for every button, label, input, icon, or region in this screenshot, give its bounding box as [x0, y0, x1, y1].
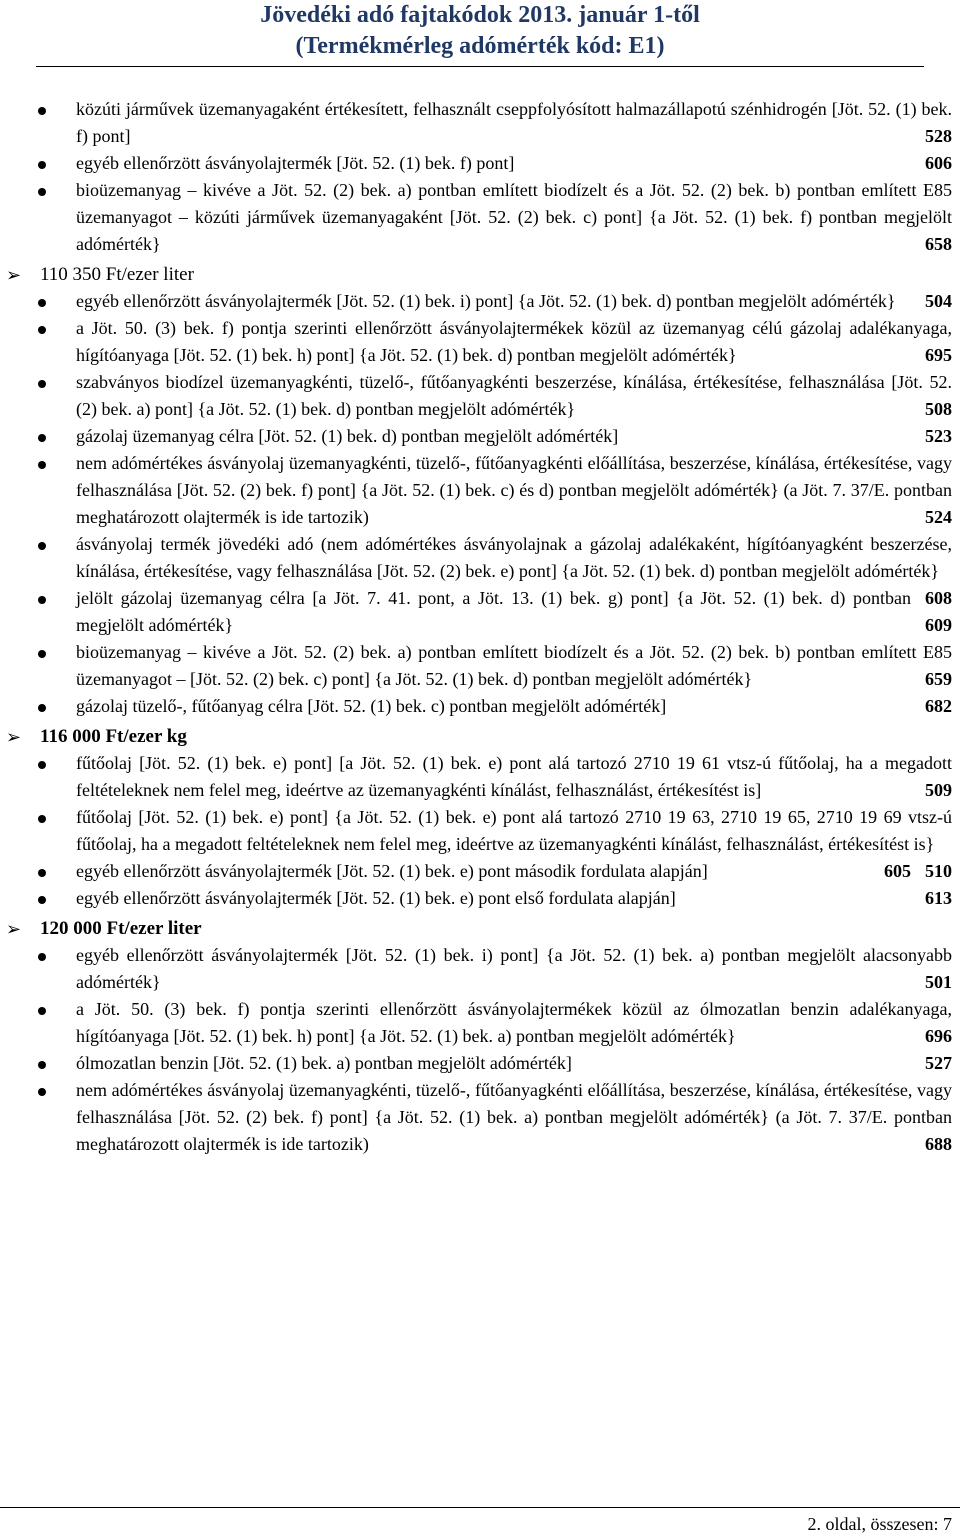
bullet-icon	[38, 161, 46, 169]
list-item	[0, 885, 960, 912]
item-text: bioüzemanyag – kivéve a Jöt. 52. (2) bek. a) pontban említett biodízelt és a Jöt. 52. (2) bek. b) pontban említett E85 üzemanyagot – [Jöt. 52. (2) bek. c) pont] {a Jöt. 52. (1) bek. d) pontban megjelölt adómérték}	[76, 642, 952, 689]
tax-code: 501	[925, 972, 952, 992]
item-text: egyéb ellenőrzött ásványolajtermék [Jöt. 52. (1) bek. f) pont]	[76, 153, 515, 173]
list-item	[0, 315, 960, 369]
tax-code: 682	[925, 696, 952, 716]
tax-code: 608	[925, 588, 952, 608]
list-item	[0, 1077, 960, 1158]
list-item	[0, 942, 960, 996]
section-heading-text: 120 000 Ft/ezer liter	[40, 918, 202, 939]
tax-code: 613	[925, 888, 952, 908]
header-rule	[36, 66, 924, 67]
item-text: ásványolaj termék jövedéki adó (nem adómértékes ásványolajnak a gázolaj adalékaként, hígítóanyagként beszerzése, kínálása, értékesítése, vagy felhasználása [Jöt. 52. (2) bek. e) pont] {a Jöt. 52. (1) bek. d) pontban megjelölt adómérték}	[76, 534, 952, 581]
item-text: a Jöt. 50. (3) bek. f) pontja szerinti ellenőrzött ásványolajtermékek közül az ólmozatlan benzin adalékanyaga, hígítóanyaga [Jöt. 52. (1) bek. h) pont] {a Jöt. 52. (1) bek. a) pontban megjelölt adómérték}	[76, 999, 952, 1046]
header-subtitle: (Termékmérleg adómérték kód: E1)	[295, 33, 665, 59]
tax-code: 658	[925, 234, 952, 254]
tax-code: 605	[884, 861, 911, 881]
item-text: fűtőolaj [Jöt. 52. (1) bek. e) pont] [a Jöt. 52. (1) bek. e) pont alá tartozó 2710 19 61 vtsz-ú fűtőolaj, ha a megadott feltételeknek nem felel meg, ideértve az üzemanyagkénti kínálást, felhasználást, értékesítést is]	[76, 753, 952, 800]
header-title: Jövedéki adó fajtakódok 2013. január 1-től	[260, 2, 700, 28]
bullet-icon	[38, 188, 46, 196]
bullet-icon	[38, 896, 46, 904]
bullet-icon	[38, 869, 46, 877]
list-item	[0, 750, 960, 804]
item-text: egyéb ellenőrzött ásványolajtermék [Jöt. 52. (1) bek. i) pont] {a Jöt. 52. (1) bek. a) pontban megjelölt alacsonyabb adómérték}	[76, 945, 952, 992]
item-text: nem adómértékes ásványolaj üzemanyagkénti, tüzelő-, fűtőanyagkénti előállítása, beszerzése, kínálása, értékesítése, vagy felhasználása [Jöt. 52. (2) bek. f) pont] {a Jöt. 52. (1) bek. c) és d) pontban megjelölt adómérték} (a Jöt. 7. 37/E. pontban meghatározott olajtermék is ide tartozik)	[76, 453, 952, 527]
list-item	[0, 450, 960, 531]
item-text: gázolaj tüzelő-, fűtőanyag célra [Jöt. 52. (1) bek. c) pontban megjelölt adómérték]	[76, 696, 667, 716]
list-item	[0, 639, 960, 693]
bullet-icon	[38, 596, 46, 604]
tax-code: 504	[925, 291, 952, 311]
item-text: egyéb ellenőrzött ásványolajtermék [Jöt. 52. (1) bek. e) pont második fordulata alapján]	[76, 861, 708, 881]
item-text: közúti járművek üzemanyagaként értékesített, felhasznált cseppfolyósított halmazállapotú szénhidrogén [Jöt. 52. (1) bek. f) pont]	[76, 99, 952, 146]
bullet-icon	[38, 380, 46, 388]
tax-code: 524	[925, 507, 952, 527]
item-text: egyéb ellenőrzött ásványolajtermék [Jöt. 52. (1) bek. i) pont] {a Jöt. 52. (1) bek. d) pontban megjelölt adómérték}	[76, 291, 896, 311]
item-text: nem adómértékes ásványolaj üzemanyagkénti, tüzelő-, fűtőanyagkénti előállítása, beszerzése, kínálása, értékesítése, vagy felhasználása [Jöt. 52. (2) bek. f) pont] {a Jöt. 52. (1) bek. a) pontban megjelölt adómérték} (a Jöt. 7. 37/E. pontban meghatározott olajtermék is ide tartozik)	[76, 1080, 952, 1154]
list-item	[0, 369, 960, 423]
bullet-icon	[38, 761, 46, 769]
tax-code: 696	[925, 1026, 952, 1046]
bullet-icon	[38, 434, 46, 442]
document-body	[0, 96, 960, 1158]
bullet-icon	[38, 299, 46, 307]
bullet-icon	[38, 326, 46, 334]
list-item	[0, 177, 960, 258]
list-item	[0, 96, 960, 150]
footer-rule	[0, 1507, 960, 1508]
tax-code: 509	[925, 780, 952, 800]
arrow-bullet-icon: ➢	[6, 727, 22, 747]
bullet-icon	[38, 704, 46, 712]
bullet-icon	[38, 815, 46, 823]
bullet-icon	[38, 107, 46, 115]
item-text: ólmozatlan benzin [Jöt. 52. (1) bek. a) pontban megjelölt adómérték]	[76, 1053, 572, 1073]
section-heading-2	[0, 724, 960, 750]
list-item	[0, 693, 960, 720]
section-heading-3	[0, 916, 960, 942]
list-item	[0, 531, 960, 608]
item-text: egyéb ellenőrzött ásványolajtermék [Jöt. 52. (1) bek. e) pont első fordulata alapján]	[76, 888, 676, 908]
bullet-icon	[38, 1061, 46, 1069]
list-item	[0, 150, 960, 177]
tax-code: 528	[925, 126, 952, 146]
list-item	[0, 996, 960, 1050]
document-header	[0, 0, 960, 62]
list-item	[0, 1050, 960, 1077]
bullet-icon	[38, 1007, 46, 1015]
bullet-icon	[38, 542, 46, 550]
arrow-bullet-icon: ➢	[6, 919, 22, 939]
tax-code: 688	[925, 1134, 952, 1154]
list-item	[0, 858, 960, 885]
list-item	[0, 423, 960, 450]
section-heading-text: 110 350 Ft/ezer liter	[40, 264, 194, 285]
item-text: bioüzemanyag – kivéve a Jöt. 52. (2) bek. a) pontban említett biodízelt és a Jöt. 52. (2) bek. b) pontban említett E85 üzemanyagot – közúti járművek üzemanyagaként [Jöt. 52. (2) bek. c) pont] {a Jöt. 52. (1) bek. f) pontban megjelölt adómérték}	[76, 180, 952, 254]
page-footer: 2. oldal, összesen: 7	[807, 1514, 952, 1534]
item-text: fűtőolaj [Jöt. 52. (1) bek. e) pont] {a Jöt. 52. (1) bek. e) pont alá tartozó 2710 19 63, 2710 19 65, 2710 19 69 vtsz-ú fűtőolaj, ha a megadott feltételeknek nem felel meg, ideértve az üzemanyagkénti kínálást, felhasználást, értékesítést is}	[76, 807, 952, 854]
tax-code: 527	[925, 1053, 952, 1073]
list-item	[0, 288, 960, 315]
list-item	[0, 585, 960, 639]
section-heading-1	[0, 262, 960, 288]
item-text: jelölt gázolaj üzemanyag célra [a Jöt. 7. 41. pont, a Jöt. 13. (1) bek. g) pont] {a Jöt. 52. (1) bek. d) pontban megjelölt adómérték}	[76, 588, 911, 635]
section3-list	[0, 942, 960, 1158]
tax-code: 695	[925, 345, 952, 365]
tax-code: 659	[925, 669, 952, 689]
item-text: a Jöt. 50. (3) bek. f) pontja szerinti ellenőrzött ásványolajtermékek közül az üzemanyag célú gázolaj adalékanyaga, hígítóanyaga [Jöt. 52. (1) bek. h) pont] {a Jöt. 52. (1) bek. d) pontban megjelölt adómérték}	[76, 318, 952, 365]
item-text: szabványos biodízel üzemanyagkénti, tüzelő-, fűtőanyagkénti beszerzése, kínálása, értékesítése, felhasználása [Jöt. 52. (2) bek. a) pont] {a Jöt. 52. (1) bek. d) pontban megjelölt adómérték}	[76, 372, 952, 419]
section2-list	[0, 750, 960, 912]
tax-code: 606	[925, 153, 952, 173]
tax-code: 510	[925, 861, 952, 881]
arrow-bullet-icon: ➢	[6, 265, 22, 285]
tax-code: 609	[925, 615, 952, 635]
bullet-icon	[38, 953, 46, 961]
bullet-icon	[38, 461, 46, 469]
group0-list	[0, 96, 960, 258]
bullet-icon	[38, 1088, 46, 1096]
section1-list	[0, 288, 960, 720]
tax-code: 523	[925, 426, 952, 446]
section-heading-text: 116 000 Ft/ezer kg	[40, 726, 187, 747]
tax-code: 508	[925, 399, 952, 419]
bullet-icon	[38, 650, 46, 658]
item-text: gázolaj üzemanyag célra [Jöt. 52. (1) bek. d) pontban megjelölt adómérték]	[76, 426, 619, 446]
